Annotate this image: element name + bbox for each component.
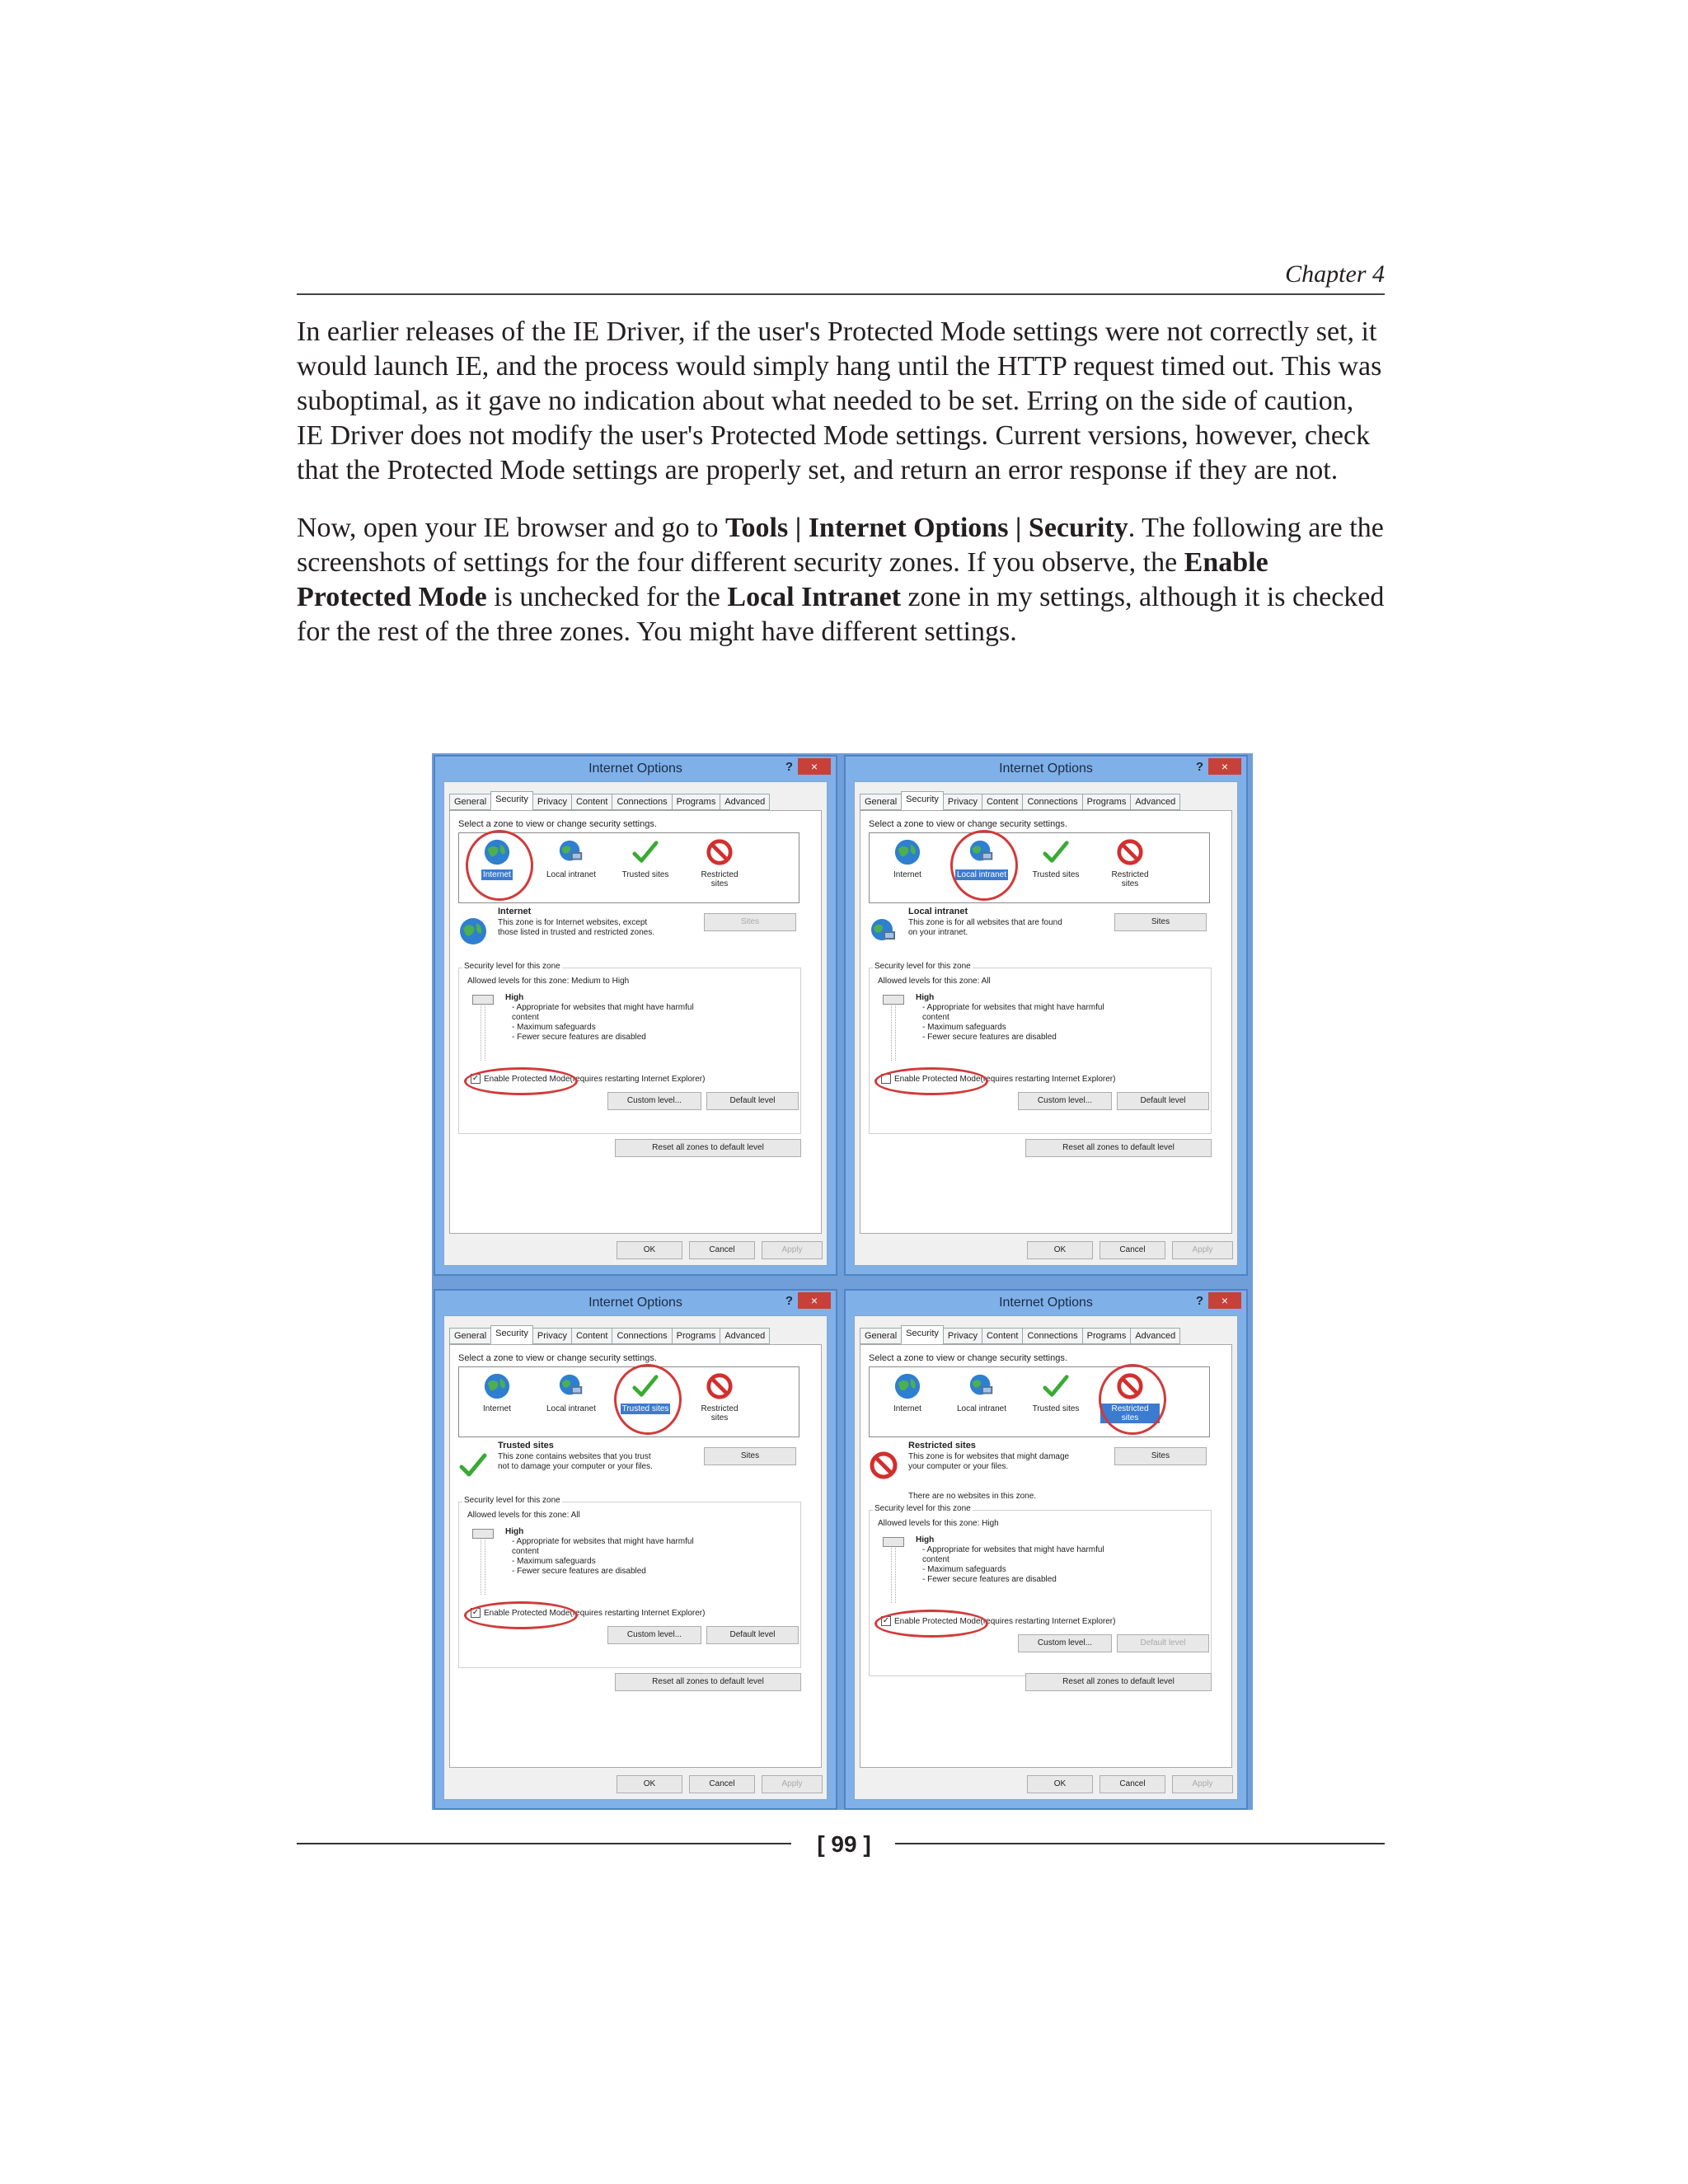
close-button[interactable]: × [1208, 758, 1241, 775]
close-button[interactable]: × [1208, 1292, 1241, 1309]
zone-list [869, 1366, 1210, 1437]
protected-mode-label[interactable]: Enable Protected Mode [484, 1608, 570, 1618]
level-bullet: - Appropriate for websites that might have harmful [922, 1003, 1104, 1012]
zone-label: Local intranet [546, 870, 597, 879]
allowed-levels: Allowed levels for this zone: High [878, 1519, 999, 1528]
dialog-title: Internet Options [588, 762, 682, 776]
zone-label: Internet [893, 870, 921, 879]
protected-mode-note: (requires restarting Internet Explorer) [570, 1074, 706, 1084]
default-level-button[interactable]: Default level [1117, 1634, 1209, 1652]
internet-options-dialog-4 [844, 1289, 1248, 1810]
security-level-legend: Security level for this zone [464, 1496, 560, 1505]
level-bullet: - Maximum safeguards [922, 1565, 1006, 1574]
close-button[interactable]: × [798, 1292, 831, 1309]
level-bullet: - Fewer secure features are disabled [922, 1033, 1057, 1042]
tab-advanced[interactable]: Advanced [1130, 794, 1180, 810]
level-description [922, 1003, 1104, 1043]
cancel-button[interactable]: Cancel [1100, 1241, 1165, 1259]
close-button[interactable]: × [798, 758, 831, 775]
tab-privacy[interactable]: Privacy [532, 1328, 572, 1344]
highlight-ring [1099, 1364, 1166, 1435]
tab-general[interactable]: General [449, 794, 491, 810]
allowed-levels: Allowed levels for this zone: All [878, 977, 991, 986]
sites-button[interactable]: Sites [704, 913, 796, 931]
tab-advanced[interactable]: Advanced [720, 1328, 770, 1344]
protected-mode-label[interactable]: Enable Protected Mode [484, 1074, 570, 1084]
help-icon[interactable]: ? [1195, 1294, 1203, 1308]
zone-internet[interactable] [467, 1372, 527, 1414]
tab-programs[interactable]: Programs [1082, 1328, 1132, 1344]
ok-button[interactable]: OK [1027, 1775, 1093, 1793]
slider-thumb[interactable] [883, 1537, 904, 1547]
level-bullet: - Fewer secure features are disabled [512, 1033, 646, 1042]
allowed-levels: Allowed levels for this zone: All [467, 1511, 580, 1520]
security-level-group [869, 962, 1212, 1134]
tab-general[interactable]: General [860, 1328, 902, 1344]
zone-description [458, 1441, 804, 1497]
level-bullet: content [512, 1547, 539, 1556]
level-bullet: - Fewer secure features are disabled [512, 1567, 646, 1576]
globe-icon [483, 1372, 511, 1400]
security-level-slider[interactable] [883, 1537, 903, 1603]
security-level-slider[interactable] [883, 995, 903, 1061]
level-bullet: - Maximum safeguards [512, 1023, 596, 1032]
tab-privacy[interactable]: Privacy [943, 1328, 982, 1344]
apply-button[interactable]: Apply [1172, 1241, 1233, 1259]
security-panel [860, 1344, 1232, 1788]
zone-label: Restricted sites [1100, 1404, 1160, 1423]
level-bullet: content [922, 1555, 950, 1564]
sites-button[interactable]: Sites [1114, 1447, 1207, 1465]
highlight-ring [874, 1610, 988, 1638]
tab-security[interactable]: Security [901, 791, 944, 810]
dialog-body [443, 1315, 828, 1800]
level-bullet: content [922, 1013, 950, 1022]
default-level-button[interactable]: Default level [706, 1092, 799, 1110]
zone-name: Local intranet [908, 907, 968, 916]
checkmark-icon [1042, 1372, 1070, 1400]
title-bar [846, 757, 1246, 781]
tab-security[interactable]: Security [490, 791, 533, 810]
zone-label: Trusted sites [1032, 1404, 1080, 1413]
help-icon[interactable]: ? [785, 760, 793, 774]
intranet-icon [869, 916, 898, 946]
zone-list [458, 1366, 799, 1437]
cancel-button[interactable]: Cancel [1100, 1775, 1165, 1793]
zone-internet[interactable] [878, 1372, 937, 1414]
zone-restricted-sites[interactable] [690, 1372, 749, 1423]
zone-label: Local intranet [956, 1404, 1007, 1413]
dialog-title: Internet Options [999, 1296, 1093, 1310]
custom-level-button[interactable]: Custom level... [1018, 1634, 1112, 1652]
zone-label: Internet [893, 1404, 921, 1413]
zone-description [869, 1441, 1215, 1497]
zone-description [869, 907, 1215, 963]
default-level-button[interactable]: Default level [1117, 1092, 1209, 1110]
restricted-icon [1116, 838, 1144, 866]
custom-level-button[interactable]: Custom level... [607, 1626, 701, 1644]
apply-button[interactable]: Apply [762, 1775, 823, 1793]
highlight-ring [464, 1067, 578, 1095]
page-header [297, 257, 1385, 295]
level-description [512, 1537, 694, 1577]
intranet-icon [557, 1372, 585, 1400]
zone-label: Local intranet [956, 870, 1007, 879]
protected-mode-label[interactable]: Enable Protected Mode [894, 1616, 981, 1626]
dialog-title: Internet Options [999, 762, 1093, 776]
internet-options-dialog-2 [844, 755, 1248, 1276]
default-level-button[interactable]: Default level [706, 1626, 799, 1644]
checkmark-icon [631, 838, 659, 866]
level-bullet: - Appropriate for websites that might have harmful [512, 1003, 694, 1012]
zone-name: Internet [498, 907, 532, 916]
allowed-levels: Allowed levels for this zone: Medium to High [467, 977, 630, 986]
highlight-ring [466, 830, 533, 901]
title-bar [435, 1291, 836, 1315]
level-name: High [916, 993, 935, 1002]
zone-trusted-sites[interactable] [1026, 1372, 1085, 1414]
level-bullet: - Appropriate for websites that might have harmful [922, 1545, 1104, 1554]
level-name: High [505, 993, 524, 1002]
protected-mode-checkbox[interactable]: ✓ [471, 1074, 480, 1083]
highlight-ring [874, 1067, 988, 1095]
zone-label: Internet [483, 870, 511, 879]
protected-mode-note: (requires restarting Internet Explorer) [980, 1616, 1116, 1626]
reset-all-zones-button[interactable]: Reset all zones to default level [615, 1673, 801, 1691]
zone-label: Trusted sites [1032, 870, 1080, 879]
tab-general[interactable]: General [860, 794, 902, 810]
zone-prompt: Select a zone to view or change security settings. [869, 819, 1067, 829]
level-description [512, 1003, 694, 1043]
apply-button[interactable]: Apply [1172, 1775, 1233, 1793]
tab-connections[interactable]: Connections [1022, 794, 1082, 810]
tab-strip [860, 794, 1179, 810]
ok-button[interactable]: OK [617, 1775, 682, 1793]
ok-button[interactable]: OK [1027, 1241, 1093, 1259]
cancel-button[interactable]: Cancel [689, 1775, 755, 1793]
tab-programs[interactable]: Programs [1082, 794, 1132, 810]
security-level-legend: Security level for this zone [464, 962, 560, 971]
intranet-icon [968, 1372, 996, 1400]
zone-label: Trusted sites [621, 1404, 669, 1413]
tab-advanced[interactable]: Advanced [1130, 1328, 1180, 1344]
sites-button[interactable]: Sites [704, 1447, 796, 1465]
zone-trusted-sites[interactable] [1026, 838, 1085, 880]
tab-content[interactable]: Content [982, 1328, 1024, 1344]
tab-programs[interactable]: Programs [672, 794, 721, 810]
protected-mode-checkbox[interactable]: ✓ [471, 1608, 480, 1617]
security-level-slider[interactable] [472, 1529, 492, 1595]
zone-list [458, 832, 799, 903]
zone-name: Trusted sites [498, 1441, 554, 1451]
chapter-label: Chapter 4 [1285, 260, 1385, 288]
tab-connections[interactable]: Connections [612, 794, 672, 810]
zone-label: Local intranet [546, 1404, 597, 1413]
security-level-group [458, 1496, 801, 1668]
security-level-legend: Security level for this zone [874, 962, 971, 971]
level-bullet: - Maximum safeguards [922, 1023, 1006, 1032]
internet-options-dialog-3 [434, 1289, 837, 1810]
checkmark-icon [458, 1451, 488, 1480]
security-level-group [458, 962, 801, 1134]
level-name: High [505, 1527, 524, 1536]
globe-icon [893, 838, 921, 866]
reset-all-zones-button[interactable]: Reset all zones to default level [1025, 1673, 1212, 1691]
tab-connections[interactable]: Connections [1022, 1328, 1082, 1344]
protected-mode-label[interactable]: Enable Protected Mode [894, 1074, 981, 1084]
paragraph-2: Now, open your IE browser and go to Tools | Internet Options | Security. The following are the screenshots of settings for the four different security zones. If you observe, the Enable Protected Mode is unchecked for the Local Intranet zone in my settings, although it is checked for the rest of the three zones. You might have different settings. [297, 513, 1385, 647]
paragraph-1: In earlier releases of the IE Driver, if the user's Protected Mode settings were not correctly set, it would launch IE, and the process would simply hang until the HTTP request timed out. This was suboptimal, as it gave no indication about what needed to be set. Erring on the side of caution, IE Driver does not modify the user's Protected Mode settings. Current versions, however, check that the Protected Mode settings are properly set, and return an error response if they are not. [297, 316, 1382, 485]
reset-all-zones-button[interactable]: Reset all zones to default level [615, 1139, 801, 1157]
zone-restricted-sites[interactable] [690, 838, 749, 889]
zone-restricted-sites[interactable] [1100, 838, 1160, 889]
zone-list [869, 832, 1210, 903]
tab-programs[interactable]: Programs [672, 1328, 721, 1344]
zone-description [458, 907, 804, 963]
zone-prompt: Select a zone to view or change security settings. [458, 1353, 657, 1363]
body-text [297, 315, 1385, 673]
level-bullet: - Maximum safeguards [512, 1557, 596, 1566]
tab-security[interactable]: Security [901, 1325, 944, 1344]
restricted-icon [706, 838, 734, 866]
zone-label: Restricted sites [701, 870, 738, 888]
dialog-title: Internet Options [588, 1296, 682, 1310]
slider-thumb[interactable] [472, 1529, 494, 1539]
dialog-body [443, 781, 828, 1266]
tab-general[interactable]: General [449, 1328, 491, 1344]
tab-privacy[interactable]: Privacy [943, 794, 982, 810]
highlight-ring [614, 1364, 682, 1435]
restricted-icon [706, 1372, 734, 1400]
cancel-button[interactable]: Cancel [689, 1241, 755, 1259]
tab-privacy[interactable]: Privacy [532, 794, 572, 810]
zone-prompt: Select a zone to view or change security settings. [458, 819, 657, 829]
security-level-slider[interactable] [472, 995, 492, 1061]
protected-mode-note: (requires restarting Internet Explorer) [570, 1608, 706, 1618]
level-bullet: content [512, 1013, 539, 1022]
title-bar [435, 757, 836, 781]
zone-label: Restricted sites [1111, 870, 1149, 888]
restricted-icon [869, 1451, 898, 1480]
tab-strip [860, 1328, 1179, 1344]
zone-text: This zone contains websites that you trust not to damage your computer or your files. [498, 1452, 653, 1471]
tab-strip [449, 794, 769, 810]
zone-local-intranet[interactable] [542, 838, 601, 880]
internet-options-dialog-1 [434, 755, 837, 1276]
tab-content[interactable]: Content [982, 794, 1024, 810]
security-panel [860, 810, 1232, 1254]
tab-advanced[interactable]: Advanced [720, 794, 770, 810]
zone-text: This zone is for Internet websites, except those listed in trusted and restricted zones. [498, 918, 655, 937]
reset-all-zones-button[interactable]: Reset all zones to default level [1025, 1139, 1212, 1157]
intranet-icon [557, 838, 585, 866]
security-level-legend: Security level for this zone [874, 1504, 971, 1513]
tab-security[interactable]: Security [490, 1325, 533, 1344]
zone-local-intranet[interactable] [542, 1372, 601, 1414]
tab-content[interactable]: Content [571, 794, 613, 810]
custom-level-button[interactable]: Custom level... [607, 1092, 701, 1110]
tab-connections[interactable]: Connections [612, 1328, 672, 1344]
zone-name: Restricted sites [908, 1441, 976, 1451]
checkmark-icon [1042, 838, 1070, 866]
sites-button[interactable]: Sites [1114, 913, 1207, 931]
help-icon[interactable]: ? [785, 1294, 793, 1308]
globe-icon [893, 1372, 921, 1400]
level-bullet: - Fewer secure features are disabled [922, 1575, 1057, 1584]
level-bullet: - Appropriate for websites that might have harmful [512, 1537, 694, 1546]
zone-prompt: Select a zone to view or change security settings. [869, 1353, 1067, 1363]
ok-button[interactable]: OK [617, 1241, 682, 1259]
custom-level-button[interactable]: Custom level... [1018, 1092, 1112, 1110]
title-bar [846, 1291, 1246, 1315]
tab-strip [449, 1328, 769, 1344]
slider-thumb[interactable] [883, 995, 904, 1005]
security-panel [449, 1344, 822, 1788]
help-icon[interactable]: ? [1195, 760, 1203, 774]
security-panel [449, 810, 822, 1254]
zone-internet[interactable] [878, 838, 937, 880]
level-description [922, 1545, 1104, 1585]
dialog-body [854, 1315, 1238, 1800]
no-sites-note: There are no websites in this zone. [908, 1492, 1037, 1501]
dialog-body [854, 781, 1238, 1266]
zone-local-intranet[interactable] [952, 1372, 1011, 1414]
highlight-ring [950, 830, 1018, 901]
slider-thumb[interactable] [472, 995, 494, 1005]
protected-mode-checkbox[interactable]: ✓ [882, 1616, 890, 1625]
security-zones-figure [432, 753, 1253, 1810]
tab-content[interactable]: Content [571, 1328, 613, 1344]
zone-label: Trusted sites [621, 870, 669, 879]
level-name: High [916, 1535, 935, 1544]
apply-button[interactable]: Apply [762, 1241, 823, 1259]
zone-text: This zone is for all websites that are found on your intranet. [908, 918, 1062, 937]
page-number: [ 99 ] [0, 1831, 1688, 1858]
security-level-group [869, 1504, 1212, 1676]
zone-label: Internet [483, 1404, 511, 1413]
zone-text: This zone is for websites that might damage your computer or your files. [908, 1452, 1070, 1471]
zone-trusted-sites[interactable] [616, 838, 675, 880]
globe-icon [458, 916, 488, 946]
zone-label: Restricted sites [701, 1404, 738, 1422]
protected-mode-note: (requires restarting Internet Explorer) [980, 1074, 1116, 1084]
highlight-ring [464, 1601, 578, 1629]
